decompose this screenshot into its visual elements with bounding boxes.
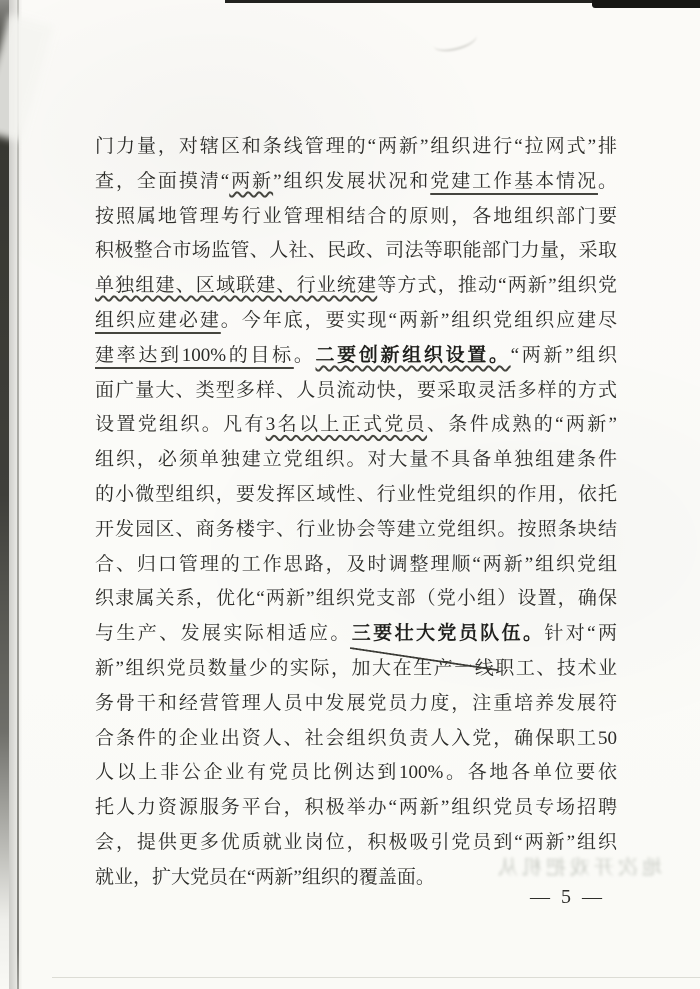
text-line [95,234,617,269]
text-segment: 开发园区、商务楼宇、行业协会等建立党组织。按照条块结 [95,518,617,540]
text-line [95,304,617,339]
text-segment: 设置党组织。凡有 [95,414,266,436]
text-segment: 合、归口管理的工作思路，及时调整理顺“两新”组织党组 [95,553,617,575]
text-line [95,478,617,513]
text-segment: 就业，扩大党员在“两新”组织的覆盖面。 [95,866,435,888]
text-block [95,130,617,896]
text-segment-underline-solid: 党建工作基本情况 [430,170,598,192]
text-segment: 等方式，推动“两新”组织党 [377,275,617,297]
text-segment: 门力量，对辖区和条线管理的“两新”组织进行“拉网式”排 [95,136,617,157]
text-line [95,339,617,374]
text-segment: 的小微型组织，要发挥区域性、行业性党组织的作用，依托 [95,483,617,505]
text-line [95,582,617,617]
text-segment: 新”组织党员数量少的实际，加大在生产一线职工、技术业 [95,657,617,679]
text-line [95,791,617,826]
text-line [95,165,617,200]
pencil-smudge [431,27,478,55]
page-number: — 5 — [530,886,605,908]
text-segment: 积极整合市场监管、人社、民政、司法等职能部门力量，采取 [95,240,617,262]
text-segment-bold-stroke: 三要壮大党员队伍。 [351,623,545,645]
text-line [95,269,617,304]
text-line [95,374,617,409]
text-segment: “两新”组织 [510,344,617,366]
text-segment: 务骨干和经营管理人员中发展党员力度，注重培养发展符 [95,692,617,714]
text-segment-bold-underline-wavy: 二要创新组织设置。 [315,344,511,366]
scan-edge-left-line [17,0,19,989]
text-segment: 人以上非公企业有党员比例达到100%。各地各单位要依 [95,762,617,784]
text-segment: 。 [597,170,617,192]
text-segment: 针对“两 [544,623,617,645]
text-segment: 与生产、发展实际相适应。 [95,623,352,645]
text-segment: 会，提供更多优质就业岗位，积极吸引党员到“两新”组织 [95,831,617,853]
text-segment: 查，全面摸清“ [95,170,230,192]
text-line [95,513,617,548]
text-line [95,548,617,583]
text-line [95,130,617,165]
text-segment-underline-wavy: 单独组建、区域联建、行业统建 [95,275,378,297]
scan-edge-bottom [52,977,700,978]
scan-edge-top-right [592,0,700,8]
text-line [95,443,617,478]
text-segment-underline-solid: 组织应建必建 [95,309,221,331]
scan-edge-left-shadow [9,0,22,989]
text-line [95,652,617,687]
text-segment: 、条件成熟的“两新” [427,414,617,436]
text-segment: 织隶属关系，优化“两新”组织党支部（党小组）设置，确保 [95,588,617,610]
text-segment: 按照属地管理与行业管理相结合的原则，各地组织部门要 [95,205,617,227]
text-line [95,687,617,722]
text-line [95,617,617,652]
text-line [95,200,617,235]
text-segment: 合条件的企业出资人、社会组织负责人入党，确保职工50 [95,727,617,749]
text-segment-underline-wavy: 两新 [229,170,274,192]
text-segment: 。 [293,344,316,366]
scan-edge-left [0,0,9,989]
text-segment: 组织，必须单独建立党组织。对大量不具备单独组建条件 [95,449,617,471]
text-segment-underline-wavy: 3名以上正式党员 [265,414,428,436]
text-line [95,756,617,791]
text-segment: ”组织发展状况和 [273,170,431,192]
text-segment: 托人力资源服务平台，积极举办“两新”组织党员专场招聘 [95,797,617,819]
ink-bleed-through-text: 地次开戏把机从 [494,857,662,879]
text-line [95,722,617,757]
scan-edge-streak [0,14,54,142]
text-segment: 。今年底，要实现“两新”组织党组织应建尽 [220,309,617,331]
text-segment-underline-solid: 建率达到100%的目标 [95,344,294,366]
text-segment: 面广量大、类型多样、人员流动快，要采取灵活多样的方式 [95,379,617,401]
text-line [95,408,617,443]
